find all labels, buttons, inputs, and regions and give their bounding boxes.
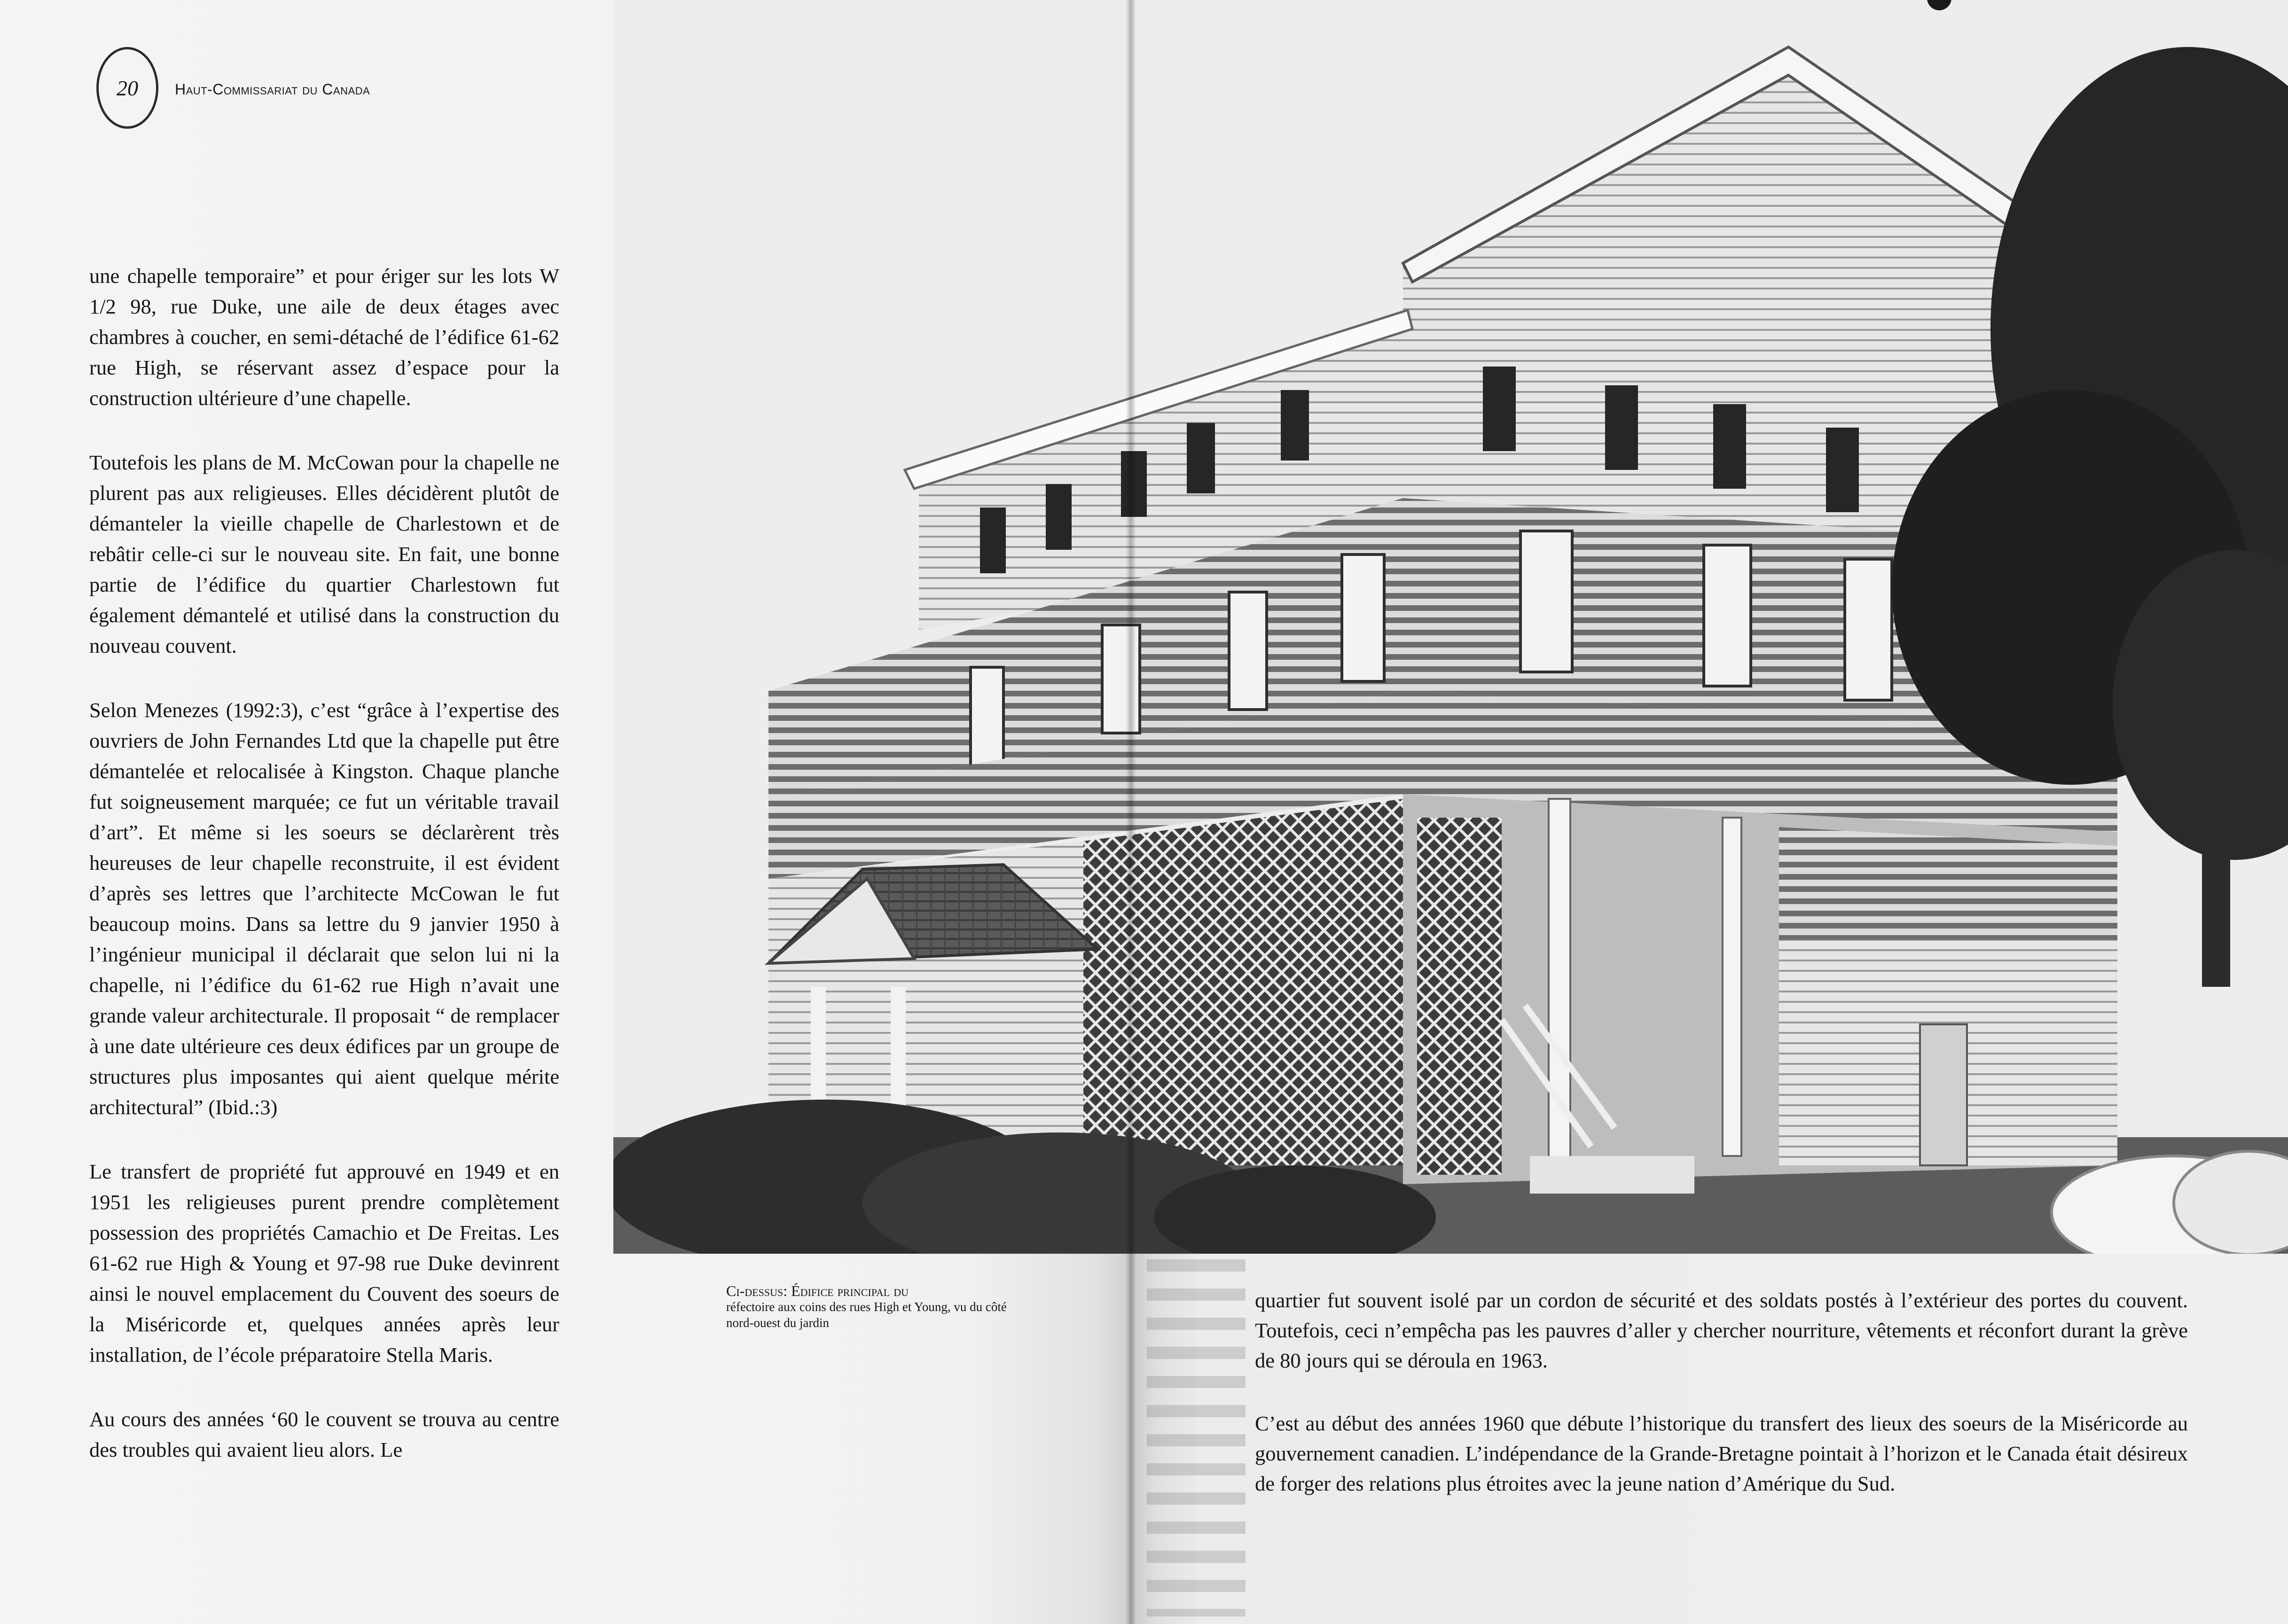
book-gutter (1126, 0, 1136, 1624)
right-text-column (1255, 1285, 2188, 1531)
paragraph: C’est au début des années 1960 que débute l’historique du transfert des lieux des soeurs de la Miséricorde au gouvernement canadien. L’indépendance de la Grande-Bretagne pointait à l’horizon et le Canada était désireux de forger des relations plus étroites avec la jeune nation d’Amérique du Sud. (1255, 1412, 2188, 1495)
running-head: Haut-Commissariat du Canada (175, 81, 370, 98)
paragraph: Au cours des années ‘60 le couvent se trouva au centre des troubles qui avaient lieu alors. Le (89, 1407, 559, 1461)
page-number-badge (96, 47, 158, 129)
convent-building-photo (613, 0, 2288, 1254)
paragraph: Selon Menezes (1992:3), c’est “grâce à l’expertise des ouvriers de John Fernandes Ltd que la chapelle put être démantelée et relocalisée à Kingston. Chaque planche fut soigneusement marquée; ce fut un véritable travail d’art”. Et même si les soeurs se déclarèrent très heureuses de leur chapelle reconstruite, il est évident d’après ses lettres que l’architecte McCowan le fut beaucoup moins. Dans sa lettre du 9 janvier 1950 à l’ingénieur municipal il déclarait que selon lui ni la chapelle, ni l’édifice du 61-62 rue High n’avait une grande valeur architecturale. Il proposait “ de remplacer à une date ultérieure ces deux édifices par un groupe de structures plus imposantes qui aient quelque mérite architectural” (Ibid.:3) (89, 698, 559, 1119)
page-number: 20 (117, 76, 138, 100)
caption-body: réfectoire aux coins des rues High et Young, vu du côté nord-ouest du jardin (726, 1300, 1007, 1330)
caption-heading: Ci-dessus: Édifice principal du (726, 1282, 909, 1299)
show-through-text (1147, 1259, 1246, 1616)
paragraph: Le transfert de propriété fut approuvé en 1949 et en 1951 les religieuses purent prendre complètement possession des propriétés Camachio et De Freitas. Les 61-62 rue High & Young et 97-98 rue Duke devinrent ainsi le nouvel emplacement du Couvent des soeurs de la Miséricorde et, quelques années après leur installation, de l’école préparatoire Stella Maris. (89, 1160, 559, 1366)
paragraph: une chapelle temporaire” et pour ériger sur les lots W 1/2 98, rue Duke, une aile de deux étages avec chambres à coucher, en semi-détaché de l’édifice 61-62 rue High, se réservant assez d’espace pour la construction ultérieure d’une chapelle. (89, 264, 559, 410)
building-illustration (613, 0, 2288, 1254)
photo-caption (726, 1283, 1027, 1331)
paragraph: quartier fut souvent isolé par un cordon de sécurité et des soldats postés à l’extérieur des portes du couvent. Toutefois, ceci n’empêcha pas les pauvres d’aller y chercher nourriture, vêtements et réconfort durant la grève de 80 jours qui se déroula en 1963. (1255, 1288, 2188, 1372)
left-text-column (89, 261, 559, 1499)
paragraph: Toutefois les plans de M. McCowan pour la chapelle ne plurent pas aux religieuses. Elles décidèrent plutôt de démanteler la vieille chapelle de Charlestown et de rebâtir celle-ci sur le nouveau site. En fait, une bonne partie de l’édifice du quartier Charlestown fut également démantelé et utilisé dans la construction du nouveau couvent. (89, 451, 559, 657)
